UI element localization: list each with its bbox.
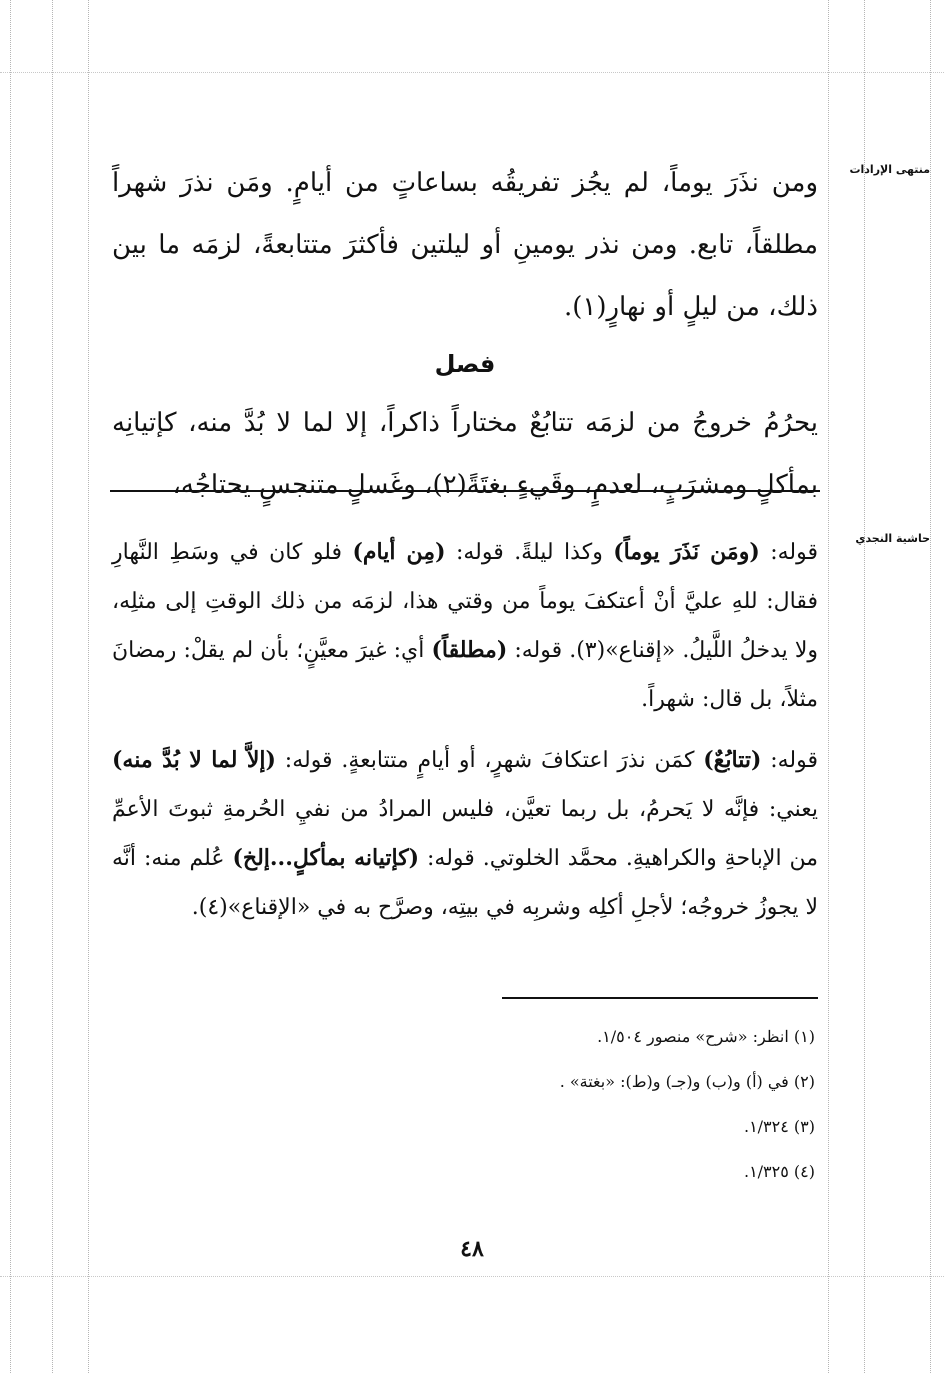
hashiya-paragraph-2 [112,736,818,932]
footnote: (٣) ١/٣٢٤. [743,1117,815,1136]
matn-paragraph-1: ومن نذَرَ يوماً، لم يجُز تفريقُه بساعاتٍ من أيامٍ. ومَن نذرَ شهراً مطلقاً، تابع. ومن نذر يومينِ أو ليلتين فأكثرَ متتابعةً، لزمَه ما بين ذلك، من ليلٍ أو نهارٍ(١). [112,168,818,322]
guide-line [0,72,944,73]
hashiya-quote: (ومَن نَذَرَ يوماً) [613,539,760,565]
hashiya-quote: (إلاَّ لما لا بُدَّ منه) [112,747,276,773]
matn-text [112,152,818,516]
matn-paragraph-2: يحرُمُ خروجُ من لزمَه تتابُعٌ مختاراً ذاكراً، إلا لما لا بُدَّ منه، كإتيانِه بمأكلٍ ومشرَبٍ، لعدمٍ، وقَيءٍ بغتَةً(٢)، وغَسلٍ متنجسٍ يحتاجُه، [112,408,818,500]
hashiya-quote: (مطلقاً) [431,637,508,663]
footnotes [300,1014,815,1194]
hashiya-paragraph-1 [112,528,818,724]
page-number: ٤٨ [460,1236,484,1262]
guide-line [864,0,865,1373]
footnote-divider [502,997,818,999]
hashiya-quote: (كإتيانه بمأكلٍ...إلخ) [232,845,420,871]
hashiya-text-run: وكذا ليلةً. قوله: [445,540,614,565]
guide-line [52,0,53,1373]
guide-line [0,1276,944,1277]
footnote: (١) انظر: «شرح» منصور ١/٥٠٤. [597,1027,815,1046]
guide-line [10,0,11,1373]
footnote: (٤) ١/٣٢٥. [743,1162,815,1181]
guide-line [930,0,931,1373]
hashiya-text-run: كمَن نذرَ اعتكافَ شهرٍ، أو أيامٍ متتابعةٍ. قوله: [275,748,704,773]
hashiya-text-run: قوله: [759,540,818,565]
hashiya-text-run: قوله: [761,748,818,773]
side-label-hashiya: حاشية النجدي [855,532,930,545]
hashiya-quote: (تتابُعٌ) [703,747,762,773]
hashiya-text [112,528,818,944]
hashiya-quote: (مِن أيام) [352,539,446,565]
side-label-matn: منتهى الإرادات [849,163,930,176]
section-title: فصل [434,350,496,378]
hashiya-text-run: فلو كان في وسَطِ النَّهارِ فقال: للهِ عليَّ أنْ أعتكفَ يوماً من وقتي هذا، لزمَه من ذلك الوقتِ إلى مثلِه، ولا يدخلُ اللَّيلُ. «إقناع»(٣). قوله: [112,540,818,663]
hashiya-text-run: يعني: فإنَّه لا يَحرمُ، بل ربما تعيَّن، فليس المرادُ من نفيِ الحُرمةِ ثبوتَ الأعمِّ من الإباحةِ والكراهيةِ. محمَّد الخلوتي. قوله: [112,797,818,871]
matn-divider [110,490,820,492]
hashiya-text-run: أي: غيرَ معيَّنٍ؛ بأن لم يقلْ: رمضانَ مثلاً، بل قال: شهراً. [112,638,818,712]
guide-line [828,0,829,1373]
footnote: (٢) في (أ) و(ب) و(جـ) و(ط): «بغتة» . [559,1072,815,1091]
guide-line [88,0,89,1373]
hashiya-text-run: عُلم منه: أنَّه لا يجوزُ خروجُه؛ لأجلِ أكلِه وشربِه في بيتِه، وصرَّح به في «الإقناع»(٤). [112,846,818,920]
